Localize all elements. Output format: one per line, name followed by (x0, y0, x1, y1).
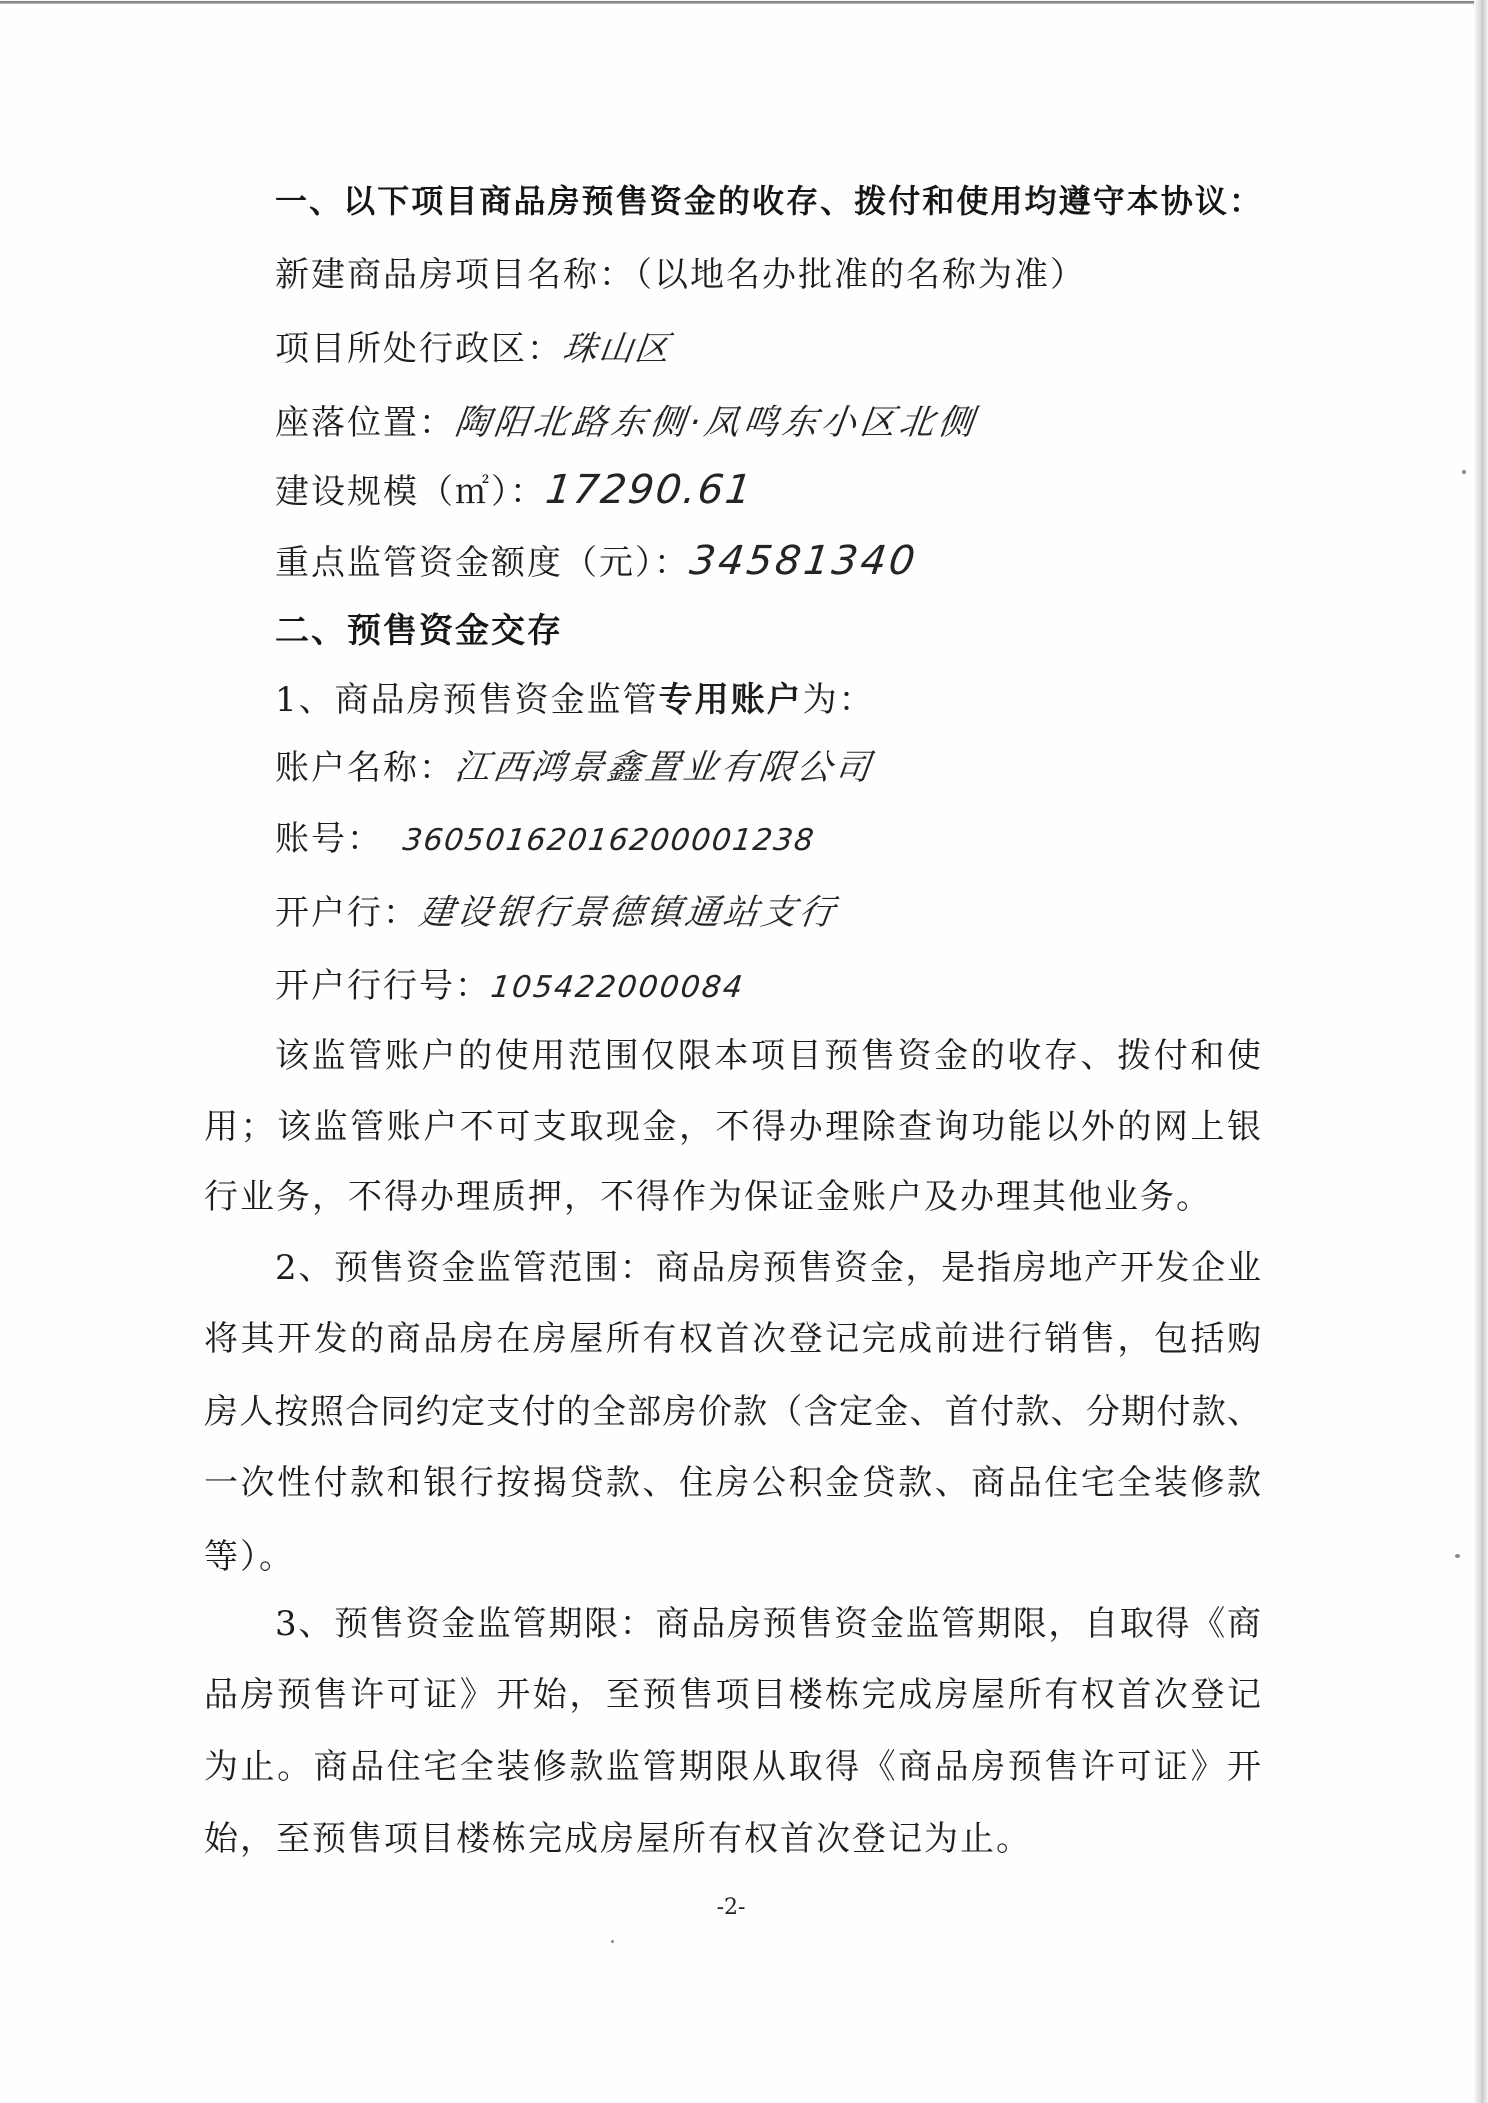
section-2-heading: 二、预售资金交存 (275, 611, 563, 651)
scan-speck (611, 1940, 614, 1943)
location-value: 陶阳北路东侧·凤鸣东小区北侧 (452, 403, 980, 443)
bank-code-row (275, 965, 747, 1007)
bank-row (275, 892, 840, 934)
project-name-row (275, 254, 1086, 296)
period-line: 始，至预售项目楼栋完成房屋所有权首次登记为止。 (204, 1819, 1032, 1859)
account-intro-prefix: 1、商品房预售资金监管 (275, 680, 659, 720)
scale-row (275, 467, 756, 513)
period-line: 3、预售资金监管期限：商品房预售资金监管期限，自取得《商 (275, 1604, 1261, 1644)
usage-line: 行业务，不得办理质押，不得作为保证金账户及办理其他业务。 (204, 1177, 1212, 1217)
bank-code-label: 开户行行号： (275, 966, 491, 1006)
account-name-value: 江西鸿景鑫置业有限公司 (452, 748, 876, 788)
location-label: 座落位置： (275, 403, 455, 443)
scope-line: 一次性付款和银行按揭贷款、住房公积金贷款、商品住宅全装修款 (204, 1463, 1261, 1503)
account-intro-suffix: 为： (802, 680, 875, 720)
amount-row (275, 538, 921, 584)
account-no-label: 账号： (275, 819, 383, 859)
page-number: -2- (716, 1895, 746, 1920)
section-1-heading: 一、以下项目商品房预售资金的收存、拨付和使用均遵守本协议： (275, 182, 1261, 220)
account-no-value: 36050162016200001238 (400, 823, 817, 858)
period-line: 品房预售许可证》开始，至预售项目楼栋完成房屋所有权首次登记 (204, 1675, 1261, 1715)
account-name-row (275, 747, 876, 789)
scan-right-edge (1474, 0, 1488, 2103)
account-name-label: 账户名称： (275, 748, 455, 788)
amount-value: 34581340 (687, 538, 921, 584)
bank-value: 建设银行景德镇通站支行 (416, 893, 840, 933)
district-row (275, 328, 674, 370)
scan-speck (1455, 1554, 1460, 1558)
scope-line: 2、预售资金监管范围：商品房预售资金，是指房地产开发企业 (275, 1248, 1261, 1288)
period-line: 为止。商品住宅全装修款监管期限从取得《商品房预售许可证》开 (204, 1747, 1261, 1787)
project-name-label: 新建商品房项目名称： (275, 255, 635, 295)
account-intro-bold: 专用账户 (658, 680, 803, 720)
scope-line: 房人按照合同约定支付的全部房价款（含定金、首付款、分期付款、 (204, 1392, 1261, 1432)
usage-line: 该监管账户的使用范围仅限本项目预售资金的收存、拨付和使 (275, 1036, 1261, 1076)
location-row (275, 402, 980, 444)
district-label: 项目所处行政区： (275, 329, 563, 369)
bank-code-value: 105422000084 (488, 970, 747, 1005)
scan-speck (1462, 470, 1466, 474)
project-name-value: （以地名办批准的名称为准） (635, 255, 1086, 295)
scale-value: 17290.61 (543, 467, 756, 513)
scale-label: 建设规模（㎡）： (275, 472, 546, 512)
scope-line: 将其开发的商品房在房屋所有权首次登记完成前进行销售，包括购 (204, 1319, 1261, 1359)
usage-line: 用；该监管账户不可支取现金，不得办理除查询功能以外的网上银 (204, 1107, 1261, 1147)
district-value: 珠山区 (560, 329, 674, 369)
amount-label: 重点监管资金额度（元）： (275, 543, 690, 583)
account-intro-row (275, 679, 875, 721)
account-no-row (275, 818, 815, 860)
scope-line: 等）。 (204, 1537, 295, 1577)
bank-label: 开户行： (275, 893, 419, 933)
scan-top-edge (0, 1, 1488, 4)
